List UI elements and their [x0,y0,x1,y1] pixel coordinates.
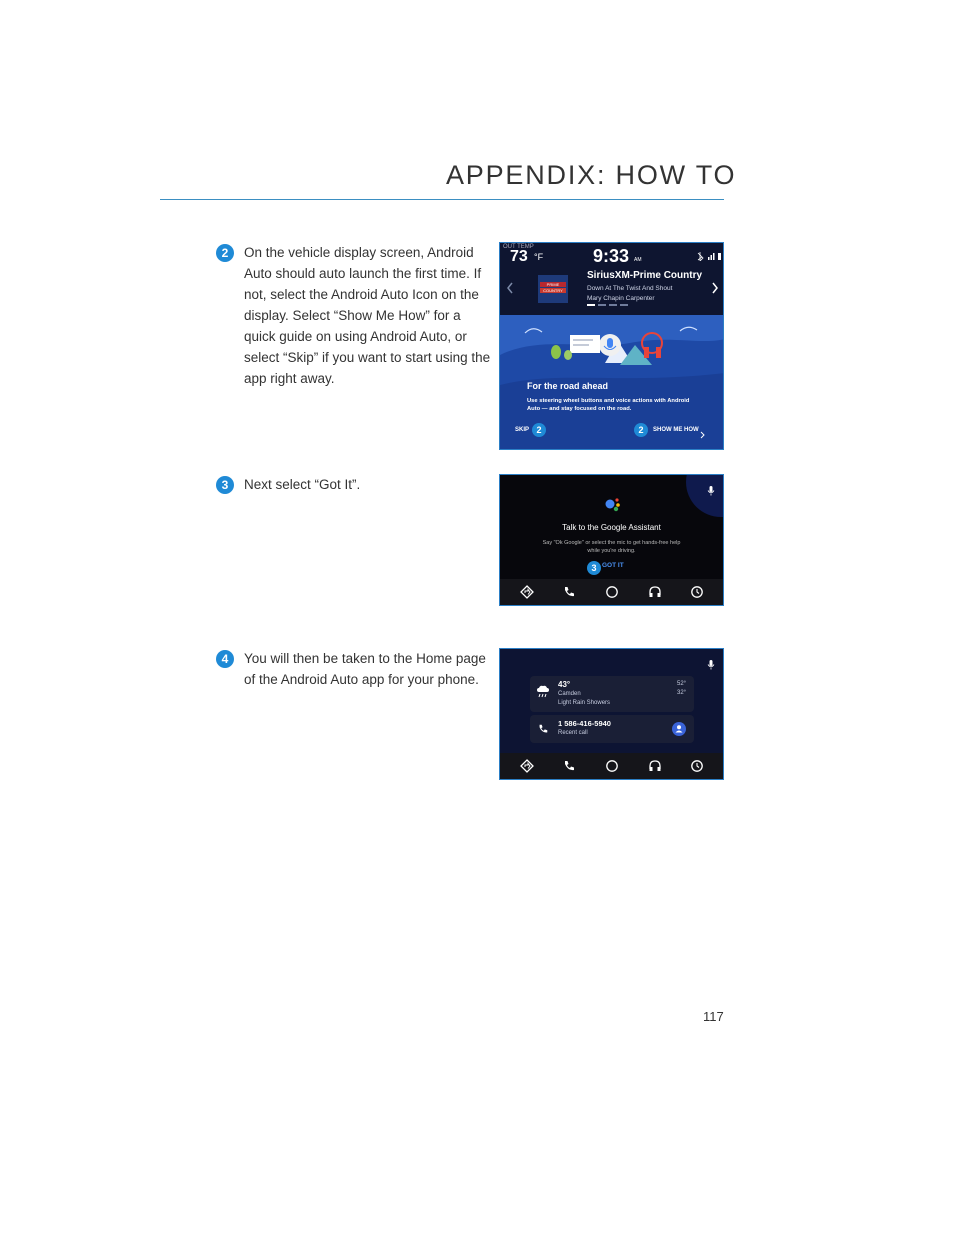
page-number: 117 [703,1009,724,1024]
android-auto-intro-screen [499,242,724,450]
recents-clock-icon[interactable] [690,585,704,599]
show-me-how-callout-badge: 2 [634,423,648,437]
google-assistant-screen [499,474,724,606]
page-header-title: APPENDIX: HOW TO [446,160,737,190]
step-number-4: 4 [216,650,234,668]
home-circle-icon[interactable] [605,585,619,599]
status-icons [696,251,722,261]
show-me-how-button[interactable]: SHOW ME HOW [653,427,699,433]
assistant-body-line1: Say "Ok Google" or select the mic to get hands-free help [542,540,681,546]
phone-icon[interactable] [562,585,576,599]
headphones-icon[interactable] [648,759,662,773]
intro-body: Use steering wheel buttons and voice actions with Android Auto — and stay focused on the road. [527,398,690,412]
clock-ampm: AM [634,257,642,263]
recent-call-number: 1 586-416-5940 [558,719,611,728]
weather-description: Light Rain Showers [558,700,611,706]
headphones-icon[interactable] [648,585,662,599]
weather-high: 52° [677,681,687,687]
assistant-body-line2: while you're driving. [587,548,636,554]
android-auto-home-screen [499,648,724,780]
step-3-text: Next select “Got It”. [244,477,361,492]
header-rule [160,199,724,200]
recent-call-label: Recent call [558,730,588,736]
android-auto-nav-bar [500,579,723,605]
corner-glow [686,474,724,517]
artist-name: Mary Chapin Carpenter [587,295,655,302]
step-4-text: You will then be taken to the Home page of the Android Auto app for your phone. [244,651,486,687]
album-art-label-1: PRIME [540,282,566,287]
phone-icon[interactable] [562,759,576,773]
page-indicator [587,304,637,306]
weather-low: 32° [677,690,687,696]
mic-icon[interactable] [707,483,715,493]
show-me-how-chevron-icon[interactable] [700,426,706,434]
phone-icon [537,723,549,735]
home-circle-icon[interactable] [605,759,619,773]
navigation-icon[interactable] [520,585,534,599]
album-art-label-2: COUNTRY [540,288,566,293]
contact-avatar-icon[interactable] [672,722,686,736]
got-it-callout-badge: 3 [587,561,601,575]
got-it-button[interactable]: GOT IT [602,562,624,569]
step-number-2: 2 [216,244,234,262]
station-name: SiriusXM-Prime Country [587,270,703,281]
step-number-3: 3 [216,476,234,494]
skip-button[interactable]: SKIP [515,427,530,433]
clock-time: 9:33 [593,246,630,266]
rain-cloud-icon [536,684,550,698]
navigation-icon[interactable] [520,759,534,773]
out-temp-unit: °F [534,252,544,262]
recent-call-card[interactable] [530,715,694,743]
step-2-text: On the vehicle display screen, Android Auto should auto launch the first time. If not, select the Android Auto Icon on the display. Select “Show Me How” for a quick guide on using Android Auto, or select “Skip” if you want to start using the app right away. [244,245,491,386]
skip-callout-badge: 2 [532,423,546,437]
recents-clock-icon[interactable] [690,759,704,773]
album-art [538,275,568,303]
assistant-title: Talk to the Google Assistant [562,523,661,532]
mic-icon[interactable] [707,657,715,667]
google-assistant-dots-icon [603,497,623,513]
next-chevron-icon[interactable] [710,281,720,295]
song-title: Down At The Twist And Shout [587,285,673,292]
out-temp-value: 73 [510,248,528,265]
weather-temp: 43° [558,680,571,689]
weather-card[interactable] [530,676,694,712]
weather-city: Camden [558,691,581,697]
out-temp-label: OUT TEMP [503,244,534,250]
android-auto-nav-bar [500,753,723,779]
prev-chevron-icon[interactable] [505,281,515,295]
intro-headline: For the road ahead [527,381,609,391]
